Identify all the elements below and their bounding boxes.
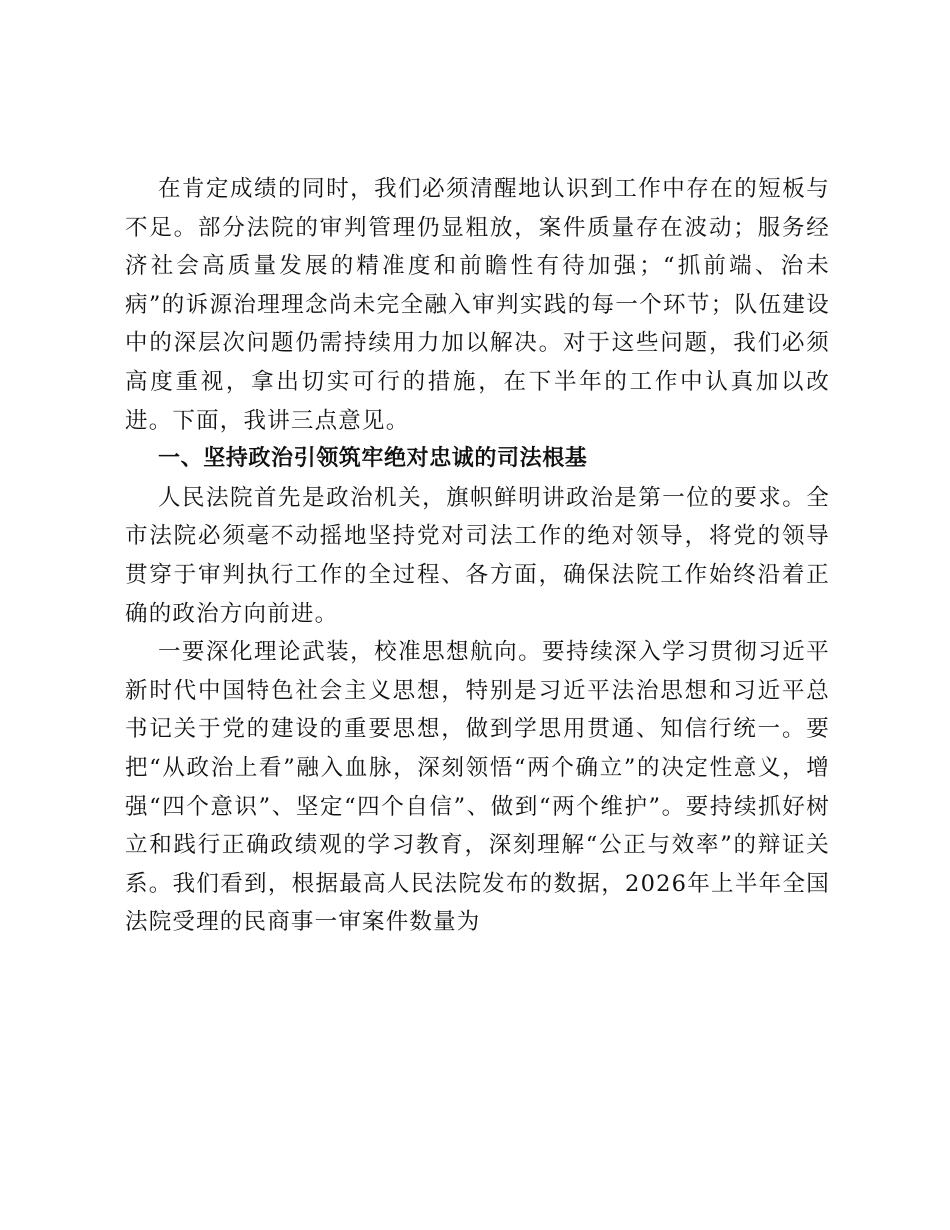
body-paragraph-shortcomings: 在肯定成绩的同时，我们必须清醒地认识到工作中存在的短板与不足。部分法院的审判管理仍显粗放，案件质量存在波动；服务经济社会高质量发展的精准度和前瞻性有待加强；“抓前端、治未病”的诉源治理理念尚未完全融入审判实践的每一个环节；队伍建设中的深层次问题仍需持续用力加以解决。对于这些问题，我们必须高度重视，拿出切实可行的措施，在下半年的工作中认真加以改进。下面，我讲三点意见。 [125, 176, 830, 434]
section-heading-political-leadership: 一、坚持政治引领筑牢绝对忠诚的司法根基 [158, 446, 588, 472]
body-paragraph-theory-arming: 一要深化理论武装，校准思想航向。要持续深入学习贯彻习近平新时代中国特色社会主义思想，特别是习近平法治思想和习近平总书记关于党的建设的重要思想，做到学思用贯通、知信行统一。要把“从政治上看”融入血脉，深刻领悟“两个确立”的决定性意义，增强“四个意识”、坚定“四个自信”、做到“两个维护”。要持续抓好树立和践行正确政绩观的学习教育，深刻理解“公正与效率”的辩证关系。我们看到，根据最高人民法院发布的数据，2026年上半年全国法院受理的民商事一审案件数量为 [125, 639, 830, 936]
document-page [125, 170, 830, 942]
body-paragraph-political-organ: 人民法院首先是政治机关，旗帜鲜明讲政治是第一位的要求。全市法院必须毫不动摇地坚持党对司法工作的绝对领导，将党的领导贯穿于审判执行工作的全过程、各方面，确保法院工作始终沿着正确的政治方向前进。 [125, 484, 830, 627]
